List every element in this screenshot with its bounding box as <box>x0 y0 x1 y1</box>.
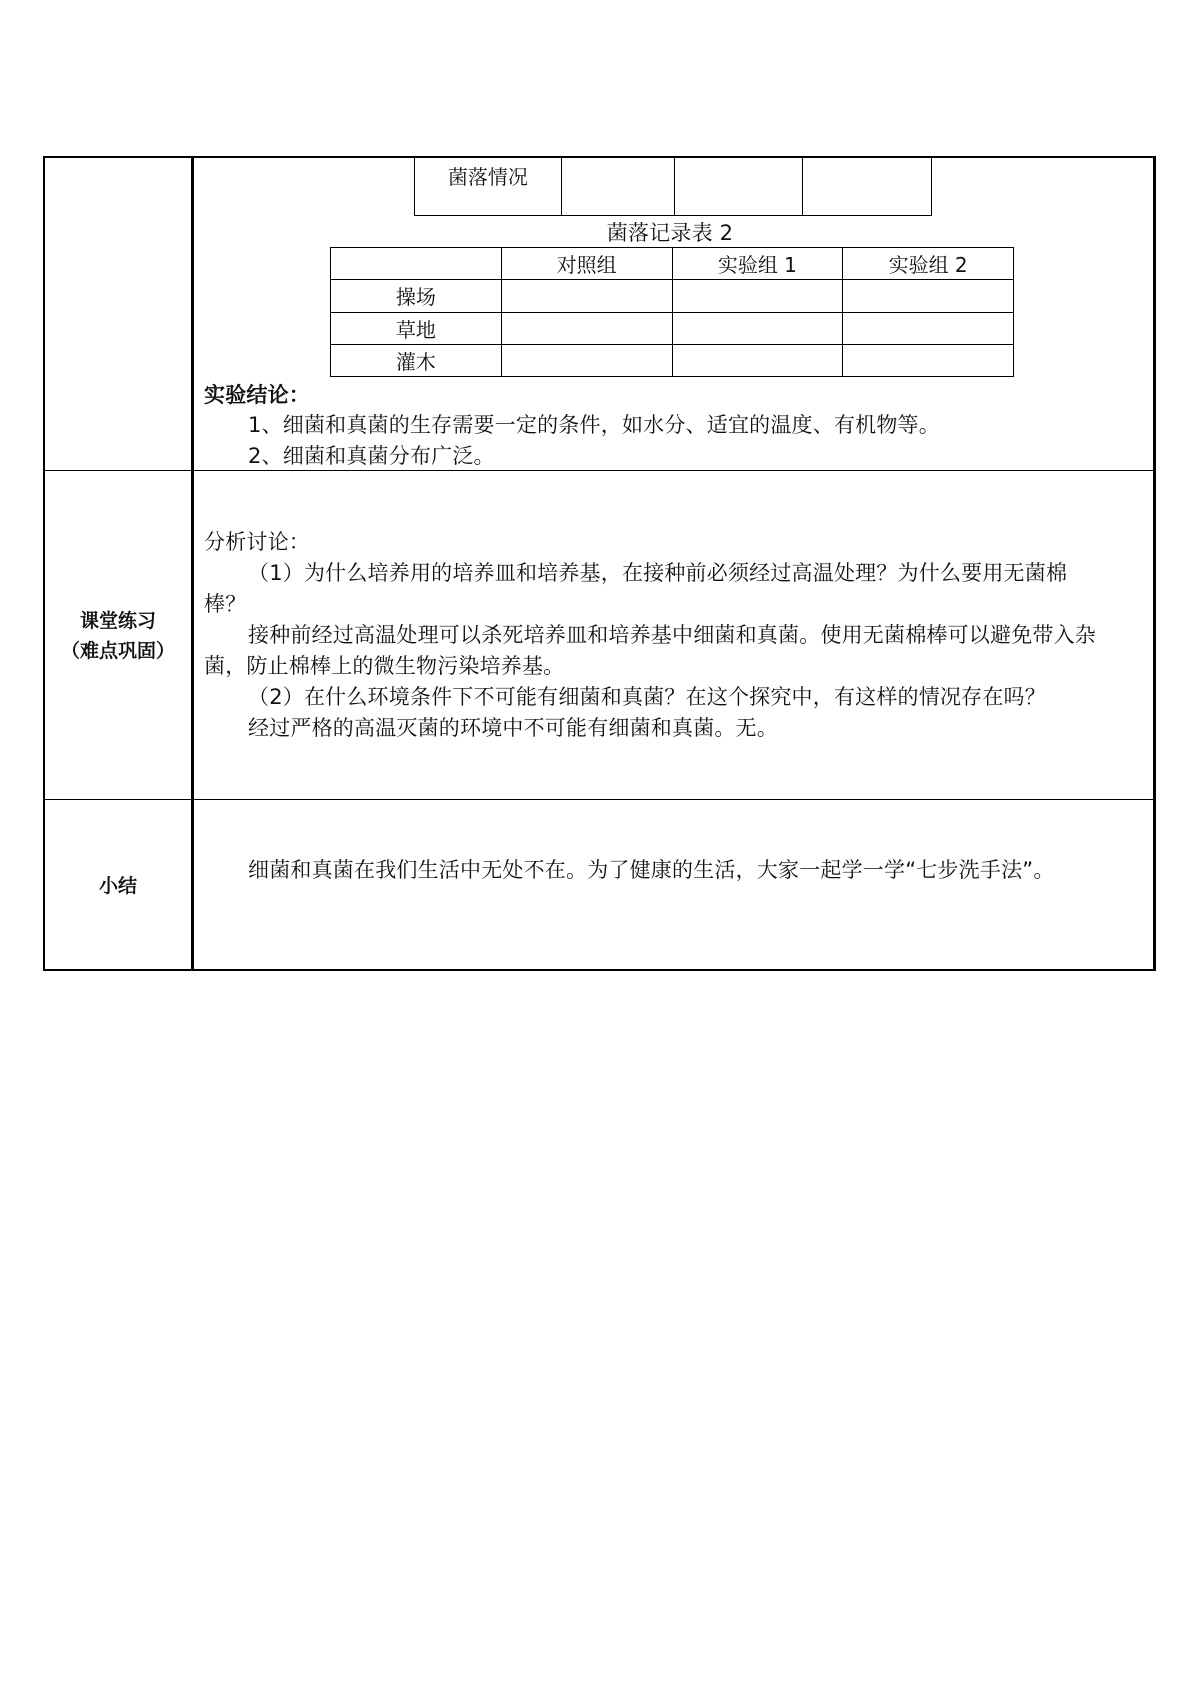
colony-status-label-cell <box>415 157 562 215</box>
empty-cell <box>803 157 932 215</box>
question-1-line-2: 棒？ <box>204 592 247 616</box>
discussion-title: 分析讨论： <box>204 530 310 554</box>
question-2: （2）在什么环境条件下不可能有细菌和真菌？在这个探究中，有这样的情况存在吗？ <box>248 685 1046 709</box>
conclusion-heading: 实验结论： <box>204 383 310 407</box>
outer-bottom-border <box>43 969 1155 971</box>
row-divider-2 <box>43 799 1155 800</box>
outer-left-border <box>43 156 45 971</box>
empty-cell <box>672 312 843 344</box>
summary-label: 小结 <box>98 875 137 897</box>
conclusion-item-2: 2、细菌和真菌分布广泛。 <box>248 444 495 468</box>
empty-cell <box>501 280 672 312</box>
table-header-experiment-group-1: 实验组 1 <box>672 248 843 280</box>
summary-text: 细菌和真菌在我们生活中无处不在。为了健康的生活，大家一起学一学“七步洗手法”。 <box>248 858 1055 882</box>
row-label-shrubs: 灌木 <box>331 344 502 376</box>
empty-cell <box>672 344 843 376</box>
practice-label-line1: 课堂练习 <box>79 610 156 632</box>
outer-right-border <box>1153 156 1156 971</box>
table-header-control-group: 对照组 <box>501 248 672 280</box>
question-1-line-1: （1）为什么培养用的培养皿和培养基，在接种前必须经过高温处理？为什么要用无菌棉 <box>248 561 1068 585</box>
table-header-empty <box>331 248 502 280</box>
colony-table-2 <box>330 247 1014 377</box>
empty-cell <box>561 157 674 215</box>
table-header-experiment-group-2: 实验组 2 <box>843 248 1014 280</box>
practice-label-line2: （难点巩固） <box>60 640 175 662</box>
column-divider <box>191 156 194 971</box>
empty-cell <box>672 280 843 312</box>
answer-2: 经过严格的高温灭菌的环境中不可能有细菌和真菌。无。 <box>248 716 778 740</box>
empty-cell <box>843 344 1014 376</box>
empty-cell <box>674 157 803 215</box>
row-divider-1 <box>43 470 1155 471</box>
answer-1-line-1: 接种前经过高温处理可以杀死培养皿和培养基中细菌和真菌。使用无菌棉棒可以避免带入杂 <box>248 623 1096 647</box>
answer-1-line-2: 菌，防止棉棒上的微生物污染培养基。 <box>204 654 565 678</box>
colony-status-label: 菌落情况 <box>447 165 528 189</box>
empty-cell <box>501 344 672 376</box>
practice-label <box>45 606 191 666</box>
row-label-playground: 操场 <box>331 280 502 312</box>
conclusion-item-1: 1、细菌和真菌的生存需要一定的条件，如水分、适宜的温度、有机物等。 <box>248 413 940 437</box>
row-label-grassland: 草地 <box>331 312 502 344</box>
empty-cell <box>501 312 672 344</box>
colony-table-2-caption: 菌落记录表 2 <box>606 221 734 245</box>
empty-cell <box>843 280 1014 312</box>
empty-cell <box>843 312 1014 344</box>
colony-table-1-partial <box>414 157 932 216</box>
